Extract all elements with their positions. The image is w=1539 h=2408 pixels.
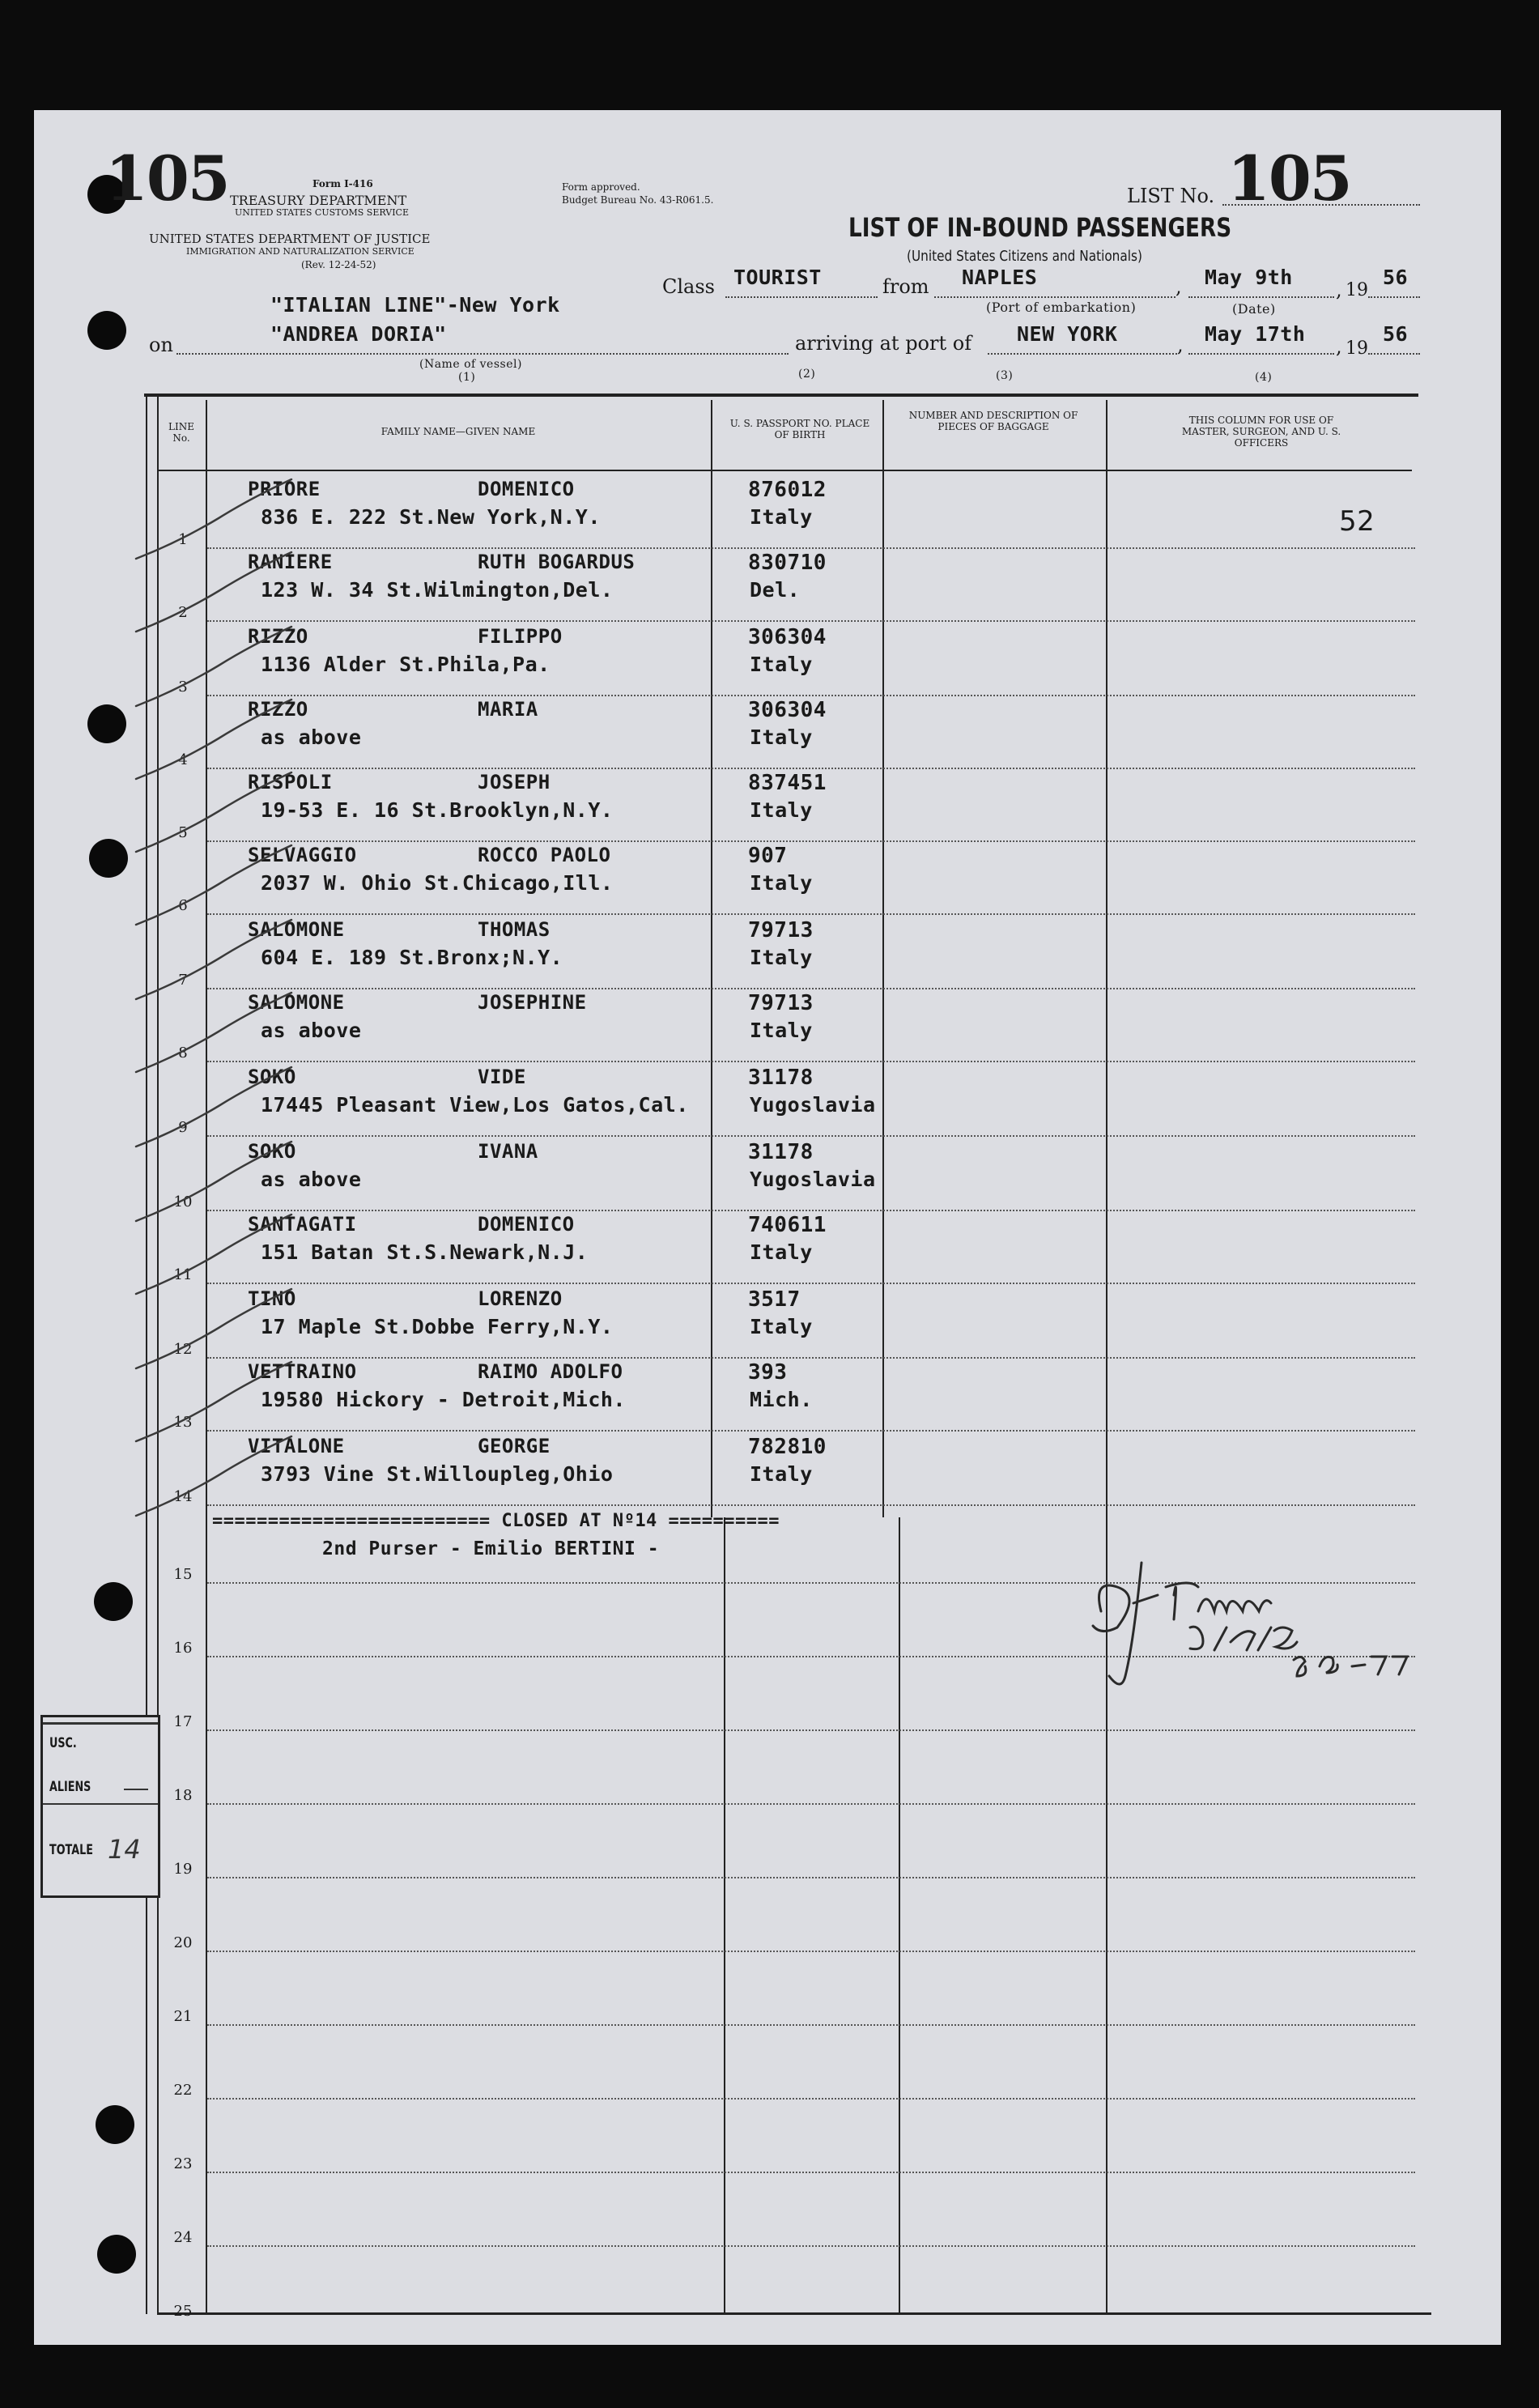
from-label: from	[882, 275, 929, 298]
port-embarkation-label: (Port of embarkation)	[986, 300, 1137, 315]
place-of-birth: Italy	[750, 505, 813, 529]
place-of-birth: Italy	[750, 1315, 813, 1338]
line-number: 25	[173, 2303, 193, 2320]
passport-number: 837451	[748, 771, 827, 795]
passport-number: 907	[748, 844, 788, 868]
place-of-birth: Del.	[750, 578, 801, 602]
place-of-birth: Italy	[750, 725, 813, 749]
family-name: SALOMONE	[248, 991, 345, 1014]
line-number: 1	[178, 531, 188, 548]
line-number: 14	[173, 1488, 193, 1505]
punch-hole	[96, 2105, 134, 2144]
place-of-birth: Yugoslavia	[750, 1168, 876, 1191]
family-name: TINO	[248, 1287, 296, 1310]
address: 3793 Vine St.Willoupleg,Ohio	[261, 1462, 614, 1486]
header-line-no: LINE No.	[168, 421, 194, 444]
aliens-label: ALIENS	[49, 1779, 91, 1795]
given-name: ROCCO PAOLO	[478, 844, 611, 866]
line-number: 23	[173, 2155, 193, 2172]
place-of-birth: Yugoslavia	[750, 1093, 876, 1117]
passport-number: 876012	[748, 478, 827, 502]
line-number: 5	[178, 824, 188, 841]
passport-number: 79713	[748, 918, 814, 942]
given-name: MARIA	[478, 698, 538, 721]
vessel-line-1: "ITALIAN LINE"-New York	[270, 293, 560, 317]
form-approved: Form approved.	[562, 181, 640, 193]
class-value: TOURIST	[733, 266, 822, 289]
check-mark	[136, 552, 291, 632]
given-name: LORENZO	[478, 1287, 563, 1310]
vessel-label: (Name of vessel)	[419, 358, 522, 371]
family-name: RIZZO	[248, 625, 308, 648]
family-name: SELVAGGIO	[248, 844, 357, 866]
vessel-line-2: "ANDREA DORIA"	[270, 322, 447, 346]
list-label: LIST No.	[1127, 185, 1215, 207]
place-of-birth: Italy	[750, 871, 813, 895]
punch-hole	[87, 704, 126, 743]
check-mark	[136, 1289, 291, 1368]
arrival-date: May 17th	[1205, 322, 1306, 346]
passport-number: 306304	[748, 698, 827, 722]
passport-number: 830710	[748, 551, 827, 575]
stamp-number-left: 105	[105, 143, 229, 215]
line-number: 8	[178, 1044, 188, 1061]
punch-hole	[94, 1582, 133, 1621]
check-mark	[136, 1067, 291, 1147]
treasury-label: TREASURY DEPARTMENT	[230, 193, 407, 208]
arrival-port: NEW YORK	[1017, 322, 1118, 346]
address: 836 E. 222 St.New York,N.Y.	[261, 505, 601, 529]
family-name: SOKO	[248, 1066, 296, 1088]
check-mark	[136, 1142, 291, 1221]
line-number: 11	[173, 1266, 193, 1283]
address: 123 W. 34 St.Wilmington,Del.	[261, 578, 614, 602]
address: 151 Batan St.S.Newark,N.J.	[261, 1240, 589, 1264]
family-name: PRIORE	[248, 478, 321, 500]
address: 19-53 E. 16 St.Brooklyn,N.Y.	[261, 798, 614, 822]
family-name: SANTAGATI	[248, 1213, 357, 1236]
place-of-birth: Italy	[750, 1019, 813, 1042]
line-number: 20	[173, 1934, 193, 1951]
col-num-1: (1)	[458, 371, 476, 384]
arriving-label: arriving at port of	[795, 332, 972, 355]
line-number: 17	[173, 1713, 193, 1730]
embark-year: 56	[1383, 266, 1409, 289]
place-of-birth: Italy	[750, 653, 813, 676]
header-name: FAMILY NAME—GIVEN NAME	[380, 426, 536, 437]
on-label: on	[149, 334, 173, 356]
col-num-4: (4)	[1255, 371, 1273, 384]
given-name: IVANA	[478, 1140, 538, 1163]
given-name: FILIPPO	[478, 625, 563, 648]
given-name: RUTH BOGARDUS	[478, 551, 636, 573]
form-title: LIST OF IN-BOUND PASSENGERS	[848, 212, 1232, 243]
check-mark	[136, 993, 291, 1072]
given-name: JOSEPHINE	[478, 991, 587, 1014]
list-number: 105	[1227, 143, 1351, 215]
col-num-3: (3)	[996, 369, 1014, 382]
form-number: Form I-416	[312, 178, 373, 189]
address: as above	[261, 725, 362, 749]
line-number: 7	[178, 972, 188, 989]
passport-number: 31178	[748, 1066, 814, 1090]
address: 17 Maple St.Dobbe Ferry,N.Y.	[261, 1315, 614, 1338]
line-number: 16	[173, 1640, 193, 1657]
given-name: VIDE	[478, 1066, 526, 1088]
line-number: 15	[173, 1566, 193, 1583]
address: 17445 Pleasant View,Los Gatos,Cal.	[261, 1093, 689, 1117]
family-name: VETTRAINO	[248, 1360, 357, 1383]
line-number: 22	[173, 2082, 193, 2099]
line-number: 2	[178, 604, 188, 621]
check-mark	[136, 772, 291, 852]
check-mark	[136, 845, 291, 925]
place-of-birth: Mich.	[750, 1388, 813, 1411]
punch-hole	[97, 2235, 136, 2274]
passport-number: 31178	[748, 1140, 814, 1164]
usc-label: USC.	[49, 1735, 77, 1751]
line-number: 13	[173, 1414, 193, 1431]
check-mark	[136, 479, 291, 559]
given-name: THOMAS	[478, 918, 551, 941]
year-prefix-2: 19	[1346, 338, 1368, 359]
line-number: 24	[173, 2229, 193, 2246]
family-name: SOKO	[248, 1140, 296, 1163]
line-number: 12	[173, 1341, 193, 1358]
customs-label: UNITED STATES CUSTOMS SERVICE	[235, 207, 409, 218]
passport-number: 79713	[748, 991, 814, 1015]
line-number: 9	[178, 1119, 188, 1136]
inspector-signature	[1085, 1546, 1457, 1708]
address: as above	[261, 1168, 362, 1191]
passport-number: 306304	[748, 625, 827, 649]
given-name: RAIMO ADOLFO	[478, 1360, 623, 1383]
rev-label: (Rev. 12-24-52)	[301, 259, 376, 270]
header-officers: THIS COLUMN FOR USE OF MASTER, SURGEON, AND U. S. OFFICERS	[1181, 415, 1341, 449]
check-mark	[136, 920, 291, 999]
given-name: DOMENICO	[478, 478, 575, 500]
given-name: DOMENICO	[478, 1213, 575, 1236]
header-baggage: NUMBER AND DESCRIPTION OF PIECES OF BAGGAGE	[908, 410, 1078, 432]
address: as above	[261, 1019, 362, 1042]
punch-hole	[89, 839, 128, 878]
check-mark	[136, 627, 291, 706]
family-name: RIZZO	[248, 698, 308, 721]
total-value: 14	[108, 1834, 141, 1865]
date-label: (Date)	[1232, 301, 1276, 317]
line-number: 21	[173, 2008, 193, 2025]
line-number: 19	[173, 1861, 193, 1878]
place-of-birth: Italy	[750, 798, 813, 822]
line-number: 10	[173, 1193, 193, 1210]
class-label: Class	[662, 275, 715, 298]
family-name: RISPOLI	[248, 771, 333, 793]
address: 2037 W. Ohio St.Chicago,Ill.	[261, 871, 614, 895]
purser-line: 2nd Purser - Emilio BERTINI -	[322, 1538, 660, 1559]
check-mark	[136, 1436, 291, 1516]
address: 604 E. 189 St.Bronx;N.Y.	[261, 946, 563, 969]
budget-bureau: Budget Bureau No. 43-R061.5.	[562, 194, 714, 206]
total-label: TOTALE	[49, 1842, 93, 1858]
family-name: RANIERE	[248, 551, 333, 573]
place-of-birth: Italy	[750, 1240, 813, 1264]
check-mark	[136, 700, 291, 779]
from-value: NAPLES	[962, 266, 1038, 289]
immigration-label: IMMIGRATION AND NATURALIZATION SERVICE	[186, 246, 415, 257]
line-number: 6	[178, 897, 188, 914]
embark-date: May 9th	[1205, 266, 1293, 289]
header-passport: U. S. PASSPORT NO. PLACE OF BIRTH	[729, 418, 870, 440]
year-prefix-1: 19	[1346, 280, 1368, 300]
punch-hole	[87, 311, 126, 350]
closed-at-line: ========================= CLOSED AT Nº14 ==========	[212, 1511, 780, 1531]
given-name: GEORGE	[478, 1435, 551, 1457]
justice-label: UNITED STATES DEPARTMENT OF JUSTICE	[149, 232, 431, 246]
passport-number: 740611	[748, 1213, 827, 1237]
place-of-birth: Italy	[750, 946, 813, 969]
officer-note: 52	[1339, 505, 1375, 538]
check-mark	[136, 1362, 291, 1441]
table-top-rule	[144, 394, 1418, 397]
passport-number: 782810	[748, 1435, 827, 1459]
place-of-birth: Italy	[750, 1462, 813, 1486]
col-num-2: (2)	[798, 368, 816, 381]
check-mark	[136, 1215, 291, 1294]
totals-box	[40, 1715, 160, 1898]
line-number: 3	[178, 679, 188, 696]
line-number: 18	[173, 1787, 193, 1804]
passport-number: 393	[748, 1360, 788, 1385]
family-name: VITALONE	[248, 1435, 345, 1457]
given-name: JOSEPH	[478, 771, 551, 793]
line-number: 4	[178, 751, 188, 768]
arrival-year: 56	[1383, 322, 1409, 346]
check-marks	[130, 453, 340, 1530]
form-subtitle: (United States Citizens and Nationals)	[907, 248, 1142, 265]
address: 19580 Hickory - Detroit,Mich.	[261, 1388, 626, 1411]
family-name: SALOMONE	[248, 918, 345, 941]
address: 1136 Alder St.Phila,Pa.	[261, 653, 551, 676]
passport-number: 3517	[748, 1287, 801, 1312]
